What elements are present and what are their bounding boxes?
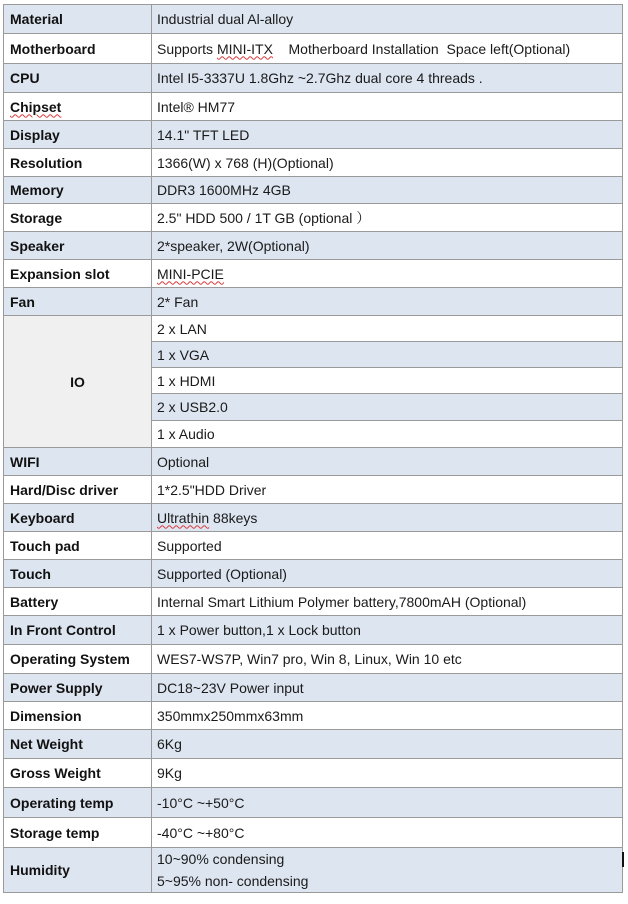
row-optemp (4, 788, 623, 818)
value-power: DC18~23V Power input (152, 674, 623, 702)
label-touch: Touch (4, 560, 152, 588)
label-keyboard: Keyboard (4, 504, 152, 532)
value-io-1: 2 x LAN (152, 316, 623, 342)
row-netweight (4, 730, 623, 759)
value-expansion (152, 260, 623, 288)
row-dimension (4, 702, 623, 730)
label-chipset (4, 93, 152, 121)
value-optemp: -10°C ~+50°C (152, 788, 623, 818)
row-io-1 (4, 316, 623, 342)
value-motherboard-a: Supports (157, 40, 217, 57)
value-chipset: Intel® HM77 (152, 93, 623, 121)
row-power (4, 674, 623, 702)
value-netweight: 6Kg (152, 730, 623, 759)
label-dimension: Dimension (4, 702, 152, 730)
spec-table (3, 4, 623, 893)
label-os: Operating System (4, 645, 152, 674)
row-battery (4, 588, 623, 616)
value-grossweight: 9Kg (152, 759, 623, 788)
label-cpu: CPU (4, 64, 152, 93)
value-fan: 2* Fan (152, 288, 623, 316)
value-keyboard-b: 88keys (209, 509, 258, 526)
value-display: 14.1" TFT LED (152, 121, 623, 149)
label-material: Material (4, 5, 152, 34)
row-touch (4, 560, 623, 588)
value-keyboard (152, 504, 623, 532)
label-memory: Memory (4, 177, 152, 204)
value-expansion-text: MINI-PCIE (157, 265, 224, 282)
label-expansion: Expansion slot (4, 260, 152, 288)
value-os: WES7-WS7P, Win7 pro, Win 8, Linux, Win 10 etc (152, 645, 623, 674)
value-io-3: 1 x HDMI (152, 368, 623, 394)
value-keyboard-a: Ultrathin (157, 509, 210, 526)
row-display (4, 121, 623, 149)
value-motherboard-c: Motherboard Installation Space left(Optional) (272, 40, 571, 57)
value-touchpad: Supported (152, 532, 623, 560)
label-wifi: WIFI (4, 448, 152, 476)
row-material (4, 5, 623, 34)
row-os (4, 645, 623, 674)
label-storage: Storage (4, 204, 152, 232)
row-sttemp (4, 818, 623, 848)
row-fan (4, 288, 623, 316)
row-memory (4, 177, 623, 204)
label-speaker: Speaker (4, 232, 152, 260)
row-keyboard (4, 504, 623, 532)
row-speaker (4, 232, 623, 260)
value-humidity-line-2: 5~95% non- condensing (157, 873, 309, 889)
label-resolution: Resolution (4, 149, 152, 177)
row-hdd (4, 476, 623, 504)
row-expansion (4, 260, 623, 288)
value-io-4: 2 x USB2.0 (152, 394, 623, 421)
value-material: Industrial dual Al-alloy (152, 5, 623, 34)
value-io-5: 1 x Audio (152, 421, 623, 448)
label-sttemp: Storage temp (4, 818, 152, 848)
row-cpu (4, 64, 623, 93)
text-cursor-mark (622, 852, 624, 867)
label-grossweight: Gross Weight (4, 759, 152, 788)
row-touchpad (4, 532, 623, 560)
row-humidity (4, 848, 623, 893)
value-speaker: 2*speaker, 2W(Optional) (152, 232, 623, 260)
value-frontctrl: 1 x Power button,1 x Lock button (152, 616, 623, 645)
value-touch: Supported (Optional) (152, 560, 623, 588)
label-chipset-text: Chipset (10, 98, 62, 115)
label-optemp: Operating temp (4, 788, 152, 818)
row-motherboard (4, 34, 623, 64)
row-grossweight (4, 759, 623, 788)
value-motherboard (152, 34, 623, 64)
value-battery: Internal Smart Lithium Polymer battery,7800mAH (Optional) (152, 588, 623, 616)
label-frontctrl: In Front Control (4, 616, 152, 645)
value-resolution: 1366(W) x 768 (H)(Optional) (152, 149, 623, 177)
row-frontctrl (4, 616, 623, 645)
value-cpu: Intel I5-3337U 1.8Ghz ~2.7Ghz dual core 4 threads . (152, 64, 623, 93)
label-power: Power Supply (4, 674, 152, 702)
label-battery: Battery (4, 588, 152, 616)
label-fan: Fan (4, 288, 152, 316)
value-hdd: 1*2.5"HDD Driver (152, 476, 623, 504)
row-storage (4, 204, 623, 232)
label-display: Display (4, 121, 152, 149)
row-resolution (4, 149, 623, 177)
label-touchpad: Touch pad (4, 532, 152, 560)
label-netweight: Net Weight (4, 730, 152, 759)
value-memory: DDR3 1600MHz 4GB (152, 177, 623, 204)
value-motherboard-b: MINI-ITX (216, 40, 273, 57)
value-storage: 2.5" HDD 500 / 1T GB (optional ） (152, 204, 623, 232)
label-humidity: Humidity (4, 848, 152, 893)
row-wifi (4, 448, 623, 476)
value-wifi: Optional (152, 448, 623, 476)
value-io-2: 1 x VGA (152, 342, 623, 368)
value-humidity (152, 848, 623, 893)
label-hdd: Hard/Disc driver (4, 476, 152, 504)
value-humidity-line-1: 10~90% condensing (157, 851, 285, 867)
value-dimension: 350mmx250mmx63mm (152, 702, 623, 730)
value-sttemp: -40°C ~+80°C (152, 818, 623, 848)
label-motherboard: Motherboard (4, 34, 152, 64)
label-io: IO (4, 316, 152, 448)
row-chipset (4, 93, 623, 121)
